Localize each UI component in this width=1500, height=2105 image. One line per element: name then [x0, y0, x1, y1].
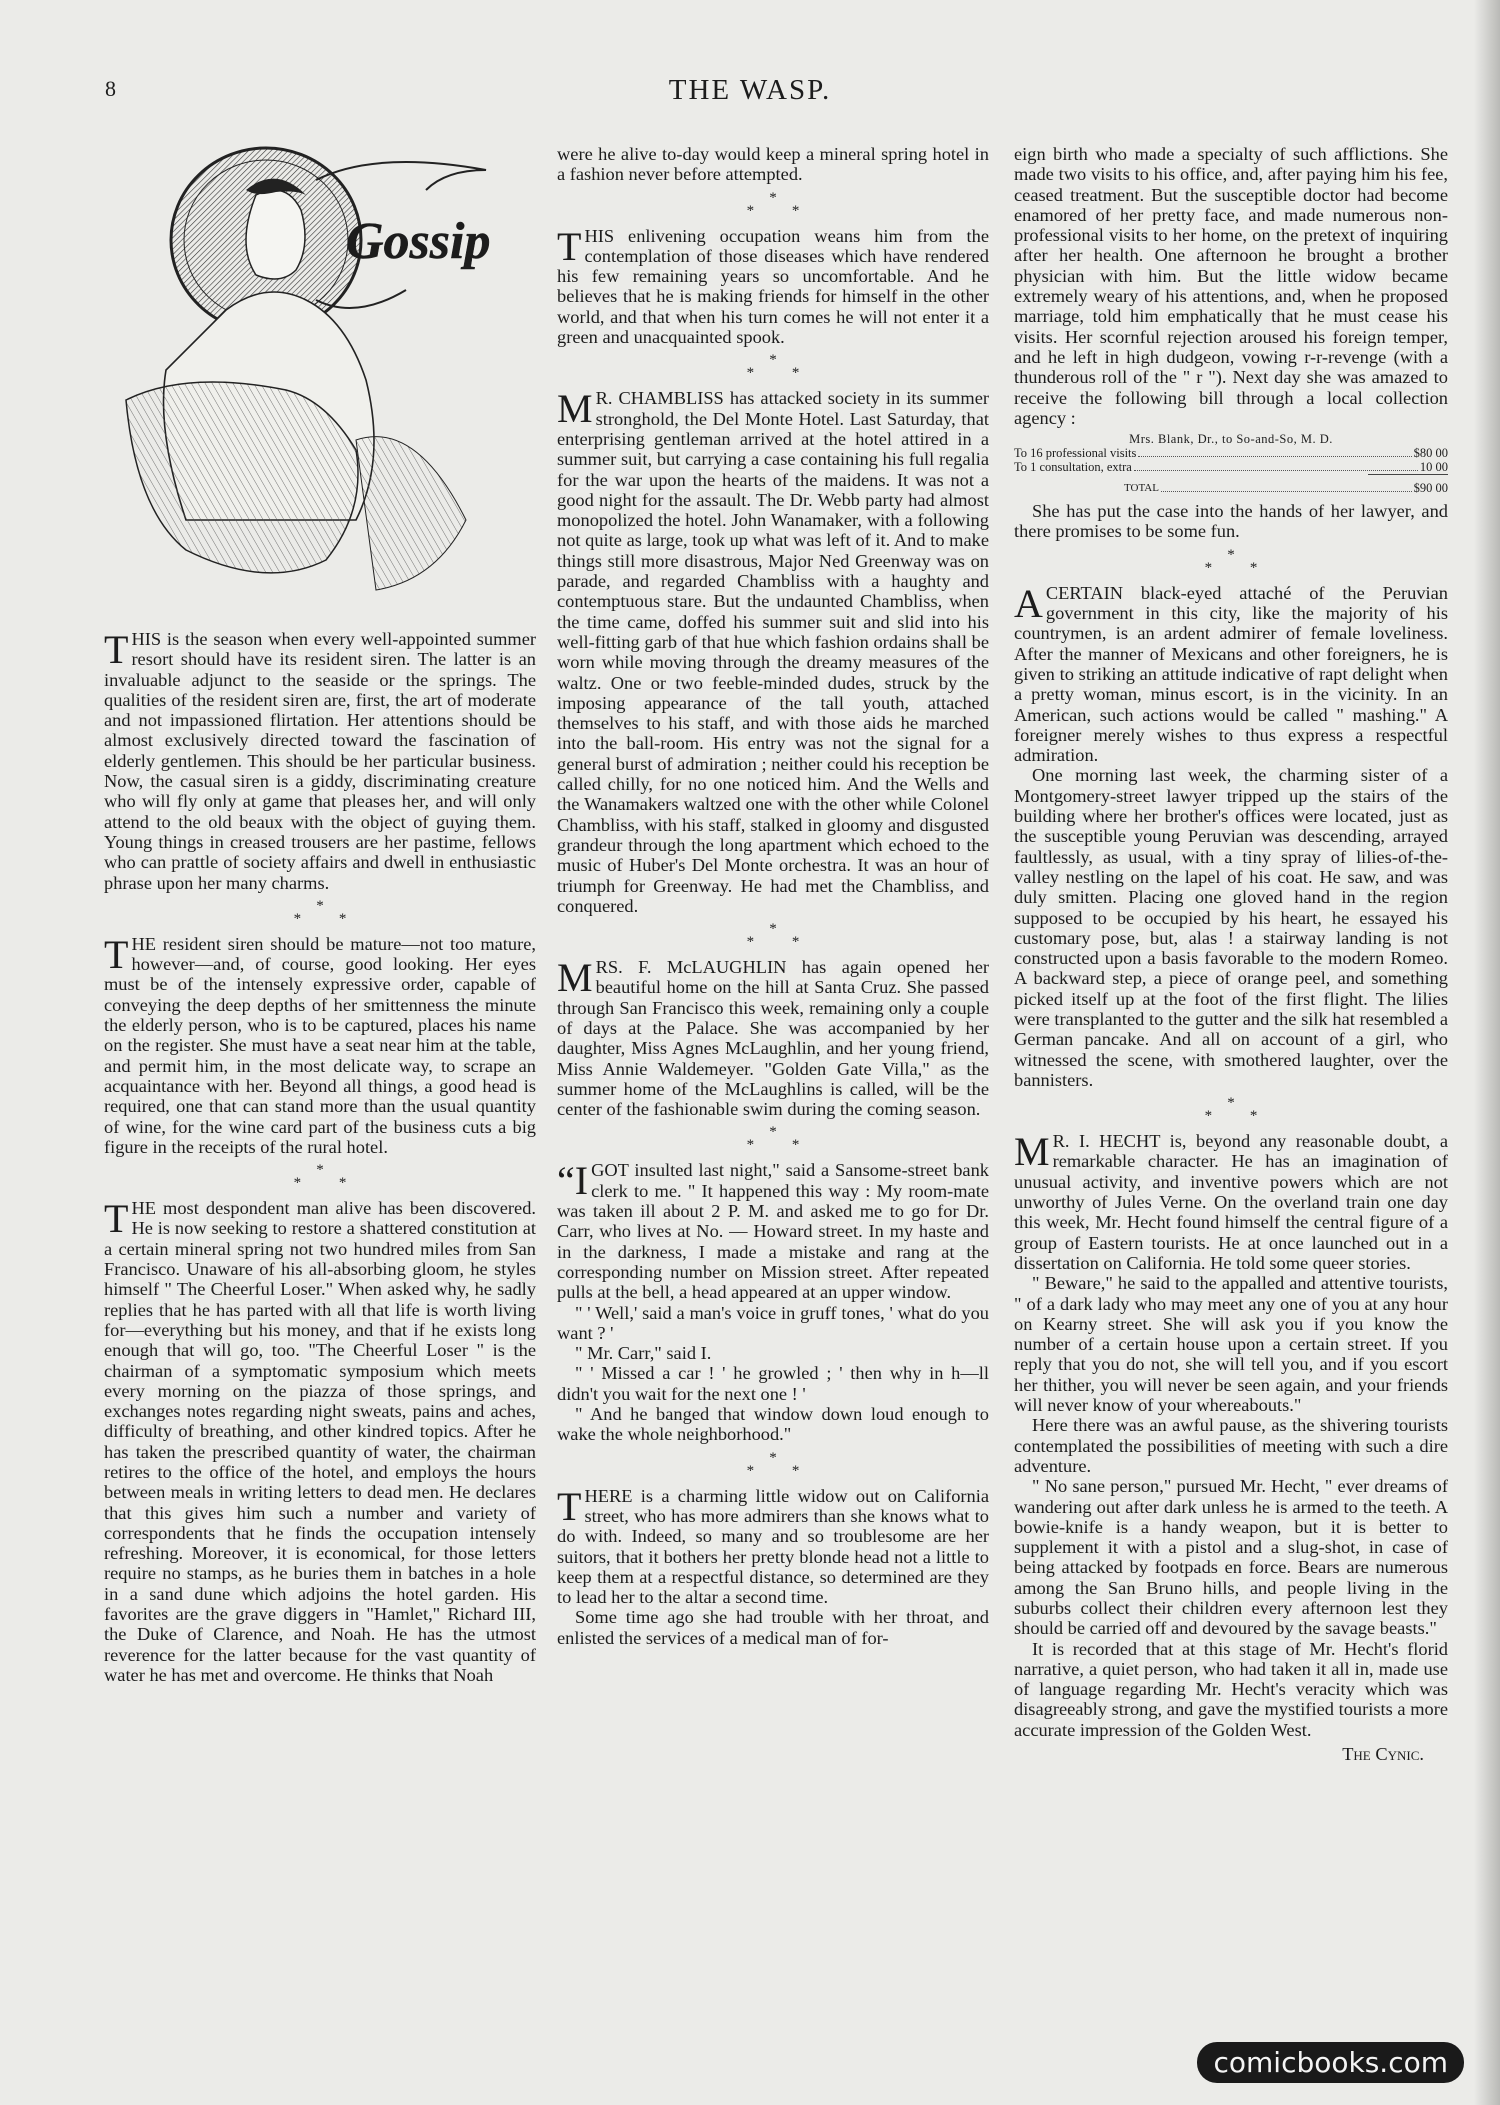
- bill-row: [1014, 460, 1448, 474]
- paragraph-text: It is recorded that at this stage of Mr. Hecht's florid narrative, a quiet person, who had taken it all in, made use of language regarding Mr. Hecht's veracity which was disagreeably strong, and gave the mystified tourists a more accurate impression of the Golden West.: [1014, 1638, 1448, 1740]
- article-paragraph: [1014, 1273, 1448, 1415]
- article-paragraph: [1014, 1476, 1448, 1638]
- bill-row-label: To 16 professional visits: [1014, 446, 1137, 461]
- drop-cap: M: [557, 386, 593, 432]
- article-paragraph: [557, 1404, 989, 1445]
- article-paragraph: [557, 1160, 989, 1302]
- article-paragraph: [557, 1303, 989, 1344]
- bill-row: [1014, 446, 1448, 460]
- bill-total-rule: [1368, 474, 1448, 475]
- article-paragraph: [104, 1198, 536, 1685]
- signature: The Cynic.: [1342, 1744, 1424, 1765]
- drop-cap: T: [104, 627, 129, 672]
- paragraph-text: One morning last week, the charming sister of a Montgomery-street lawyer tripped up the stairs of the building where her brother's offices were located, just as the susceptible young Peruvian was descending, arrayed faultlessly, as usual, with a tiny spray of lilies-of-the-valley nestling on the lapel of his coat. He saw, and was duly smitten. Placing one gloved hand in the region supposed to be occupied by his heart, he essayed his customary pose, but, alas ! a stairway landing is not constructed upon a basis favorable to the modern Romeo. A backward step, a piece of orange peel, and something picked itself up at the foot of the first flight. The lilies were transplanted to the gutter and the silk hat resembled a German pancake. And all on account of a girl, who witnessed the scene, with smothered laughter, over the bannisters.: [1014, 765, 1448, 1090]
- article-paragraph: [104, 629, 536, 893]
- section-divider-asterisks: * * *: [293, 897, 347, 927]
- paragraph-text: GOT insulted last night," said a Sansome-street bank clerk to me. " It happened this way : My room-mate was taken ill about 2 P. M. and asked me to go for Dr. Carr, who lives at No. — Howard street. In my haste and in the darkness, I made a mistake and rang at the corresponding number on Mission street. After repeated pulls at the bell, a head appeared at an upper window.: [557, 1160, 989, 1303]
- drop-cap: A: [1014, 580, 1043, 626]
- bill-row-label: To 1 consultation, extra: [1014, 460, 1132, 475]
- paragraph-text: " ' Missed a car ! ' he growled ; ' then why in h—ll didn't you wait for the next one ! ': [557, 1363, 989, 1404]
- paragraph-text: " No sane person," pursued Mr. Hecht, " ever dreams of wandering out after dark unless he is armed to the teeth. A bowie-knife is a handy weapon, but it is better to supplement it with a pistol and a slug-shot, in case of being attacked by footpads en force. Bears are numerous among the San Bruno hills, and people living in the suburbs collect their children every afternoon lest they should be carried off and devoured by the savage beasts.": [1014, 1476, 1448, 1639]
- paragraph-text: CERTAIN black-eyed attaché of the Peruvian government in this city, like the majority of his countrymen, is an ardent admirer of female loveliness. After the manner of Mexicans and other foreigners, he is given to striking an attitude indicative of rapt delight when a pretty woman, minus escort, is in the vicinity. In an American, such actions would be called " mashing." A foreigner merely wishes to thus express a respectful admiration.: [1014, 582, 1448, 766]
- bill-row-leader: [1138, 446, 1411, 457]
- section-divider-asterisks: * * *: [293, 1162, 347, 1192]
- paragraph-text: Some time ago she had trouble with her throat, and enlisted the services of a medical man of for-: [557, 1607, 989, 1648]
- paragraph-text: She has put the case into the hands of her lawyer, and there promises to be some fun.: [1014, 501, 1448, 542]
- article-paragraph: [1014, 501, 1448, 542]
- bill-total-row: [1014, 481, 1448, 495]
- page-number: 8: [105, 76, 116, 101]
- drop-cap: T: [104, 931, 129, 977]
- bill-row-amount: 10 00: [1419, 460, 1448, 475]
- section-divider-asterisks: * * *: [1204, 546, 1258, 576]
- paragraph-text: HE resident siren should be mature—not too mature, however—and, of course, good looking. Her eyes must be of the intensely expressive order, capable of conveying the deep depths of her smittenness the minute the elderly person, who is to be captured, places his name on the register. She must have a seat near him at the table, and permit him, in the most delicate way, to scrape an acquaintance with her. Beyond all things, a good head is required, one that can stand more than the usual quantity of wine, for the wine card part of the business cuts a big figure in the receipts of the rural hotel.: [104, 933, 536, 1157]
- column-3: [1014, 144, 1448, 1764]
- paragraph-text: HIS enlivening occupation weans him from the contemplation of those diseases which have rendered his few remaining years so uncomfortable. And he believes that he is making friends for himself in the other world, and that when his turn comes he will not enter it a green and unacquainted spook.: [557, 225, 989, 348]
- bill-total-amount: $90 00: [1413, 481, 1448, 496]
- paragraph-text: " ' Well,' said a man's voice in gruff tones, ' what do you want ? ': [557, 1302, 989, 1343]
- bill-row-leader: [1134, 460, 1418, 471]
- section-divider-asterisks: * * *: [1204, 1095, 1258, 1125]
- paragraph-text: HE most despondent man alive has been discovered. He is now seeking to restore a shattered constitution at a certain mineral spring not two hundred miles from San Francisco. Unaware of his all-absorbing gloom, he styles himself " The Cheerful Loser." When asked why, he sadly replies that he has parted with all that life is worth living for—everything but his money, and that if he exists long enough that will go, too. "The Cheerful Loser " is the chairman of a symptomatic symposium which meets every morning on the piazza of those springs, and exchanges notes regarding night sweats, pains and aches, difficulty of breathing, and other kindred topics. After he has taken the prescribed quantity of water, the chairman retires to the office of the hotel, and employs the hours between meals in writing letters to dead men. He declares that this gives him such a number and variety of correspondents that he finds the occupation intensely refreshing. Moreover, it is economical, for those letters require no stamps, as he buries them in batches in a hole in a sand dune which adjoins the hotel garden. His favorites are the grave diggers in "Hamlet," Richard III, the Duke of Clarence, and Noah. He has the utmost reverence for the latter because for the vast quantity of water he has met and overcome. He thinks that Noah: [104, 1198, 536, 1685]
- section-divider-asterisks: * * *: [746, 1124, 800, 1154]
- paragraph-text: HIS is the season when every well-appointed summer resort should have its resident siren. The latter is an invaluable adjunct to the seaside or the springs. The qualities of the resident siren are, first, the art of moderate and not impassioned flirtation. Her attentions should be almost exclusively directed toward the fascination of elderly gentlemen. This should be her particular business. Now, the casual siren is a giddy, discriminating creature who will fly only at game that pleases her, and will only attend to the old beaux with the object of guying them. Young things in creased trousers are her pastime, fellows who can prattle of society affairs and dwell in enthusiastic phrase upon her many charms.: [104, 629, 536, 893]
- article-paragraph: [1014, 1131, 1448, 1273]
- article-paragraph: [1014, 765, 1448, 1090]
- paragraph-text: R. CHAMBLISS has attacked society in its summer stronghold, the Del Monte Hotel. Last Saturday, that enterprising gentleman arrived at the hotel attired in a summer suit, but carrying a case containing his full regalia for the war upon the hearts of the maidens. It was not a good night for the assault. The Dr. Webb party had almost monopolized the hotel. John Wanamaker, with a following not quite as large, took up what was left of it. And to make things still more disastrous, Major Ned Greenway was on parade, and regarded Chambliss with a haughty and contemptuous stare. But the undaunted Chambliss, when the time came, doffed his summer suit and slid into his well-fitting garb of that hue which fashion ordains shall be worn while moving through the dreamy measures of the waltz. One or two feeble-minded dudes, struck by the imposing appearance of the tall youth, attached themselves to his staff, and with those aids he marched into the ball-room. His entry was not the signal for a general burst of admiration ; neither could his reception be called chilly, for no one noticed him. And the Wells and the Wanamakers waltzed one with the other while Colonel Chambliss, with his staff, stalked in gloomy and disgusted grandeur through the long apartment which echoed to the music of Huber's Del Monte orchestra. It was an hour of triumph for Greenway. He had met the Chambliss, and conquered.: [557, 388, 989, 916]
- paragraph-text: were he alive to-day would keep a mineral spring hotel in a fashion never before attempted.: [557, 144, 989, 185]
- article-paragraph: [557, 1343, 989, 1363]
- masthead-title: THE WASP.: [668, 74, 832, 106]
- drop-cap: T: [557, 223, 582, 269]
- paragraph-text: " And he banged that window down loud enough to wake the whole neighborhood.": [557, 1404, 989, 1445]
- article-paragraph: [557, 1607, 989, 1648]
- drop-cap: “I: [557, 1158, 589, 1204]
- section-divider-asterisks: * * *: [746, 1449, 800, 1479]
- paragraph-text: R. I. HECHT is, beyond any reasonable doubt, a remarkable character. He has an imagination of unusual activity, and inventive powers which are not unworthy of Jules Verne. On the overland train one day this week, Mr. Hecht found himself the central figure of a group of Eastern tourists. He at once launched out in a dissertation on California. He told some queer stories.: [1014, 1131, 1448, 1273]
- article-paragraph: [1014, 144, 1448, 428]
- article-paragraph: [557, 388, 989, 916]
- drop-cap: T: [557, 1483, 582, 1529]
- article-paragraph: [557, 1363, 989, 1404]
- drop-cap: M: [557, 955, 593, 1001]
- page-gutter-shadow: [1474, 0, 1500, 2105]
- drop-cap: M: [1014, 1129, 1050, 1175]
- article-paragraph: [1014, 1415, 1448, 1476]
- section-divider-asterisks: * * *: [746, 189, 800, 219]
- column-2: [557, 144, 989, 1648]
- paragraph-text: Here there was an awful pause, as the shivering tourists contemplated the possibilities of meeting with such a dire adventure.: [1014, 1415, 1448, 1476]
- paragraph-text: " Beware," he said to the appalled and attentive tourists, " of a dark lady who may meet any one of you at any hour on Kearny street. She will ask you if you know the number of a certain house upon a certain street. If you reply that you do not, she will tell you, and if you escort her thither, you will never be seen again, and your friends will never know of your whereabouts.": [1014, 1273, 1448, 1416]
- bill-row-amount: $80 00: [1413, 446, 1448, 461]
- gossip-illustration: [106, 140, 516, 620]
- article-paragraph: [1014, 580, 1448, 766]
- column-1: [104, 629, 536, 1685]
- article-paragraph: [557, 223, 989, 348]
- article-paragraph: [104, 931, 536, 1157]
- bill-total-leader: [1161, 481, 1412, 492]
- article-paragraph: [1014, 1639, 1448, 1740]
- article-paragraph: [557, 1483, 989, 1608]
- collection-bill: [1014, 432, 1448, 495]
- paragraph-text: HERE is a charming little widow out on California street, who has more admirers than she knows what to do with. Indeed, so many and so troublesome are her suitors, that it bothers her pretty blonde head not a little to keep them at a respectful distance, so determined are they to lead her to the altar a second time.: [557, 1485, 989, 1608]
- article-paragraph: [557, 144, 989, 185]
- illustration-title: Gossip: [346, 213, 491, 270]
- bill-heading: Mrs. Blank, Dr., to So-and-So, M. D.: [1129, 432, 1333, 447]
- paragraph-text: " Mr. Carr," said I.: [575, 1343, 712, 1364]
- paragraph-text: eign birth who made a specialty of such afflictions. She made two visits to his office, and, after paying him his fee, ceased treatment. But the susceptible doctor had become enamored of her pretty face, and made numerous non-professional visits to her home, on the pretext of inquiring after her health. One afternoon he brought a brother physician with him. But the little widow became extremely weary of his attentions, and, when he proposed marriage, told him emphatically that he must cease his visits. Her scornful rejection aroused his foreign temper, and he left in high dudgeon, vowing r-r-revenge (with a thunderous roll of the " r "). Next day she was amazed to receive the following bill through a local collection agency :: [1014, 144, 1448, 428]
- article-paragraph: [557, 957, 989, 1119]
- section-divider-asterisks: * * *: [746, 352, 800, 382]
- watermark-badge: comicbooks.com: [1197, 2042, 1464, 2083]
- section-divider-asterisks: * * *: [746, 921, 800, 951]
- drop-cap: T: [104, 1196, 129, 1242]
- bill-total-label: TOTAL: [1124, 482, 1159, 495]
- paragraph-text: RS. F. McLAUGHLIN has again opened her beautiful home on the hill at Santa Cruz. She passed through San Francisco this week, remaining only a couple of days at the Palace. She was accompanied by her daughter, Miss Agnes McLaughlin, and her young friend, Miss Annie Waldemeyer. "Golden Gate Villa," as the summer home of the McLaughlins is called, will be the center of the fashionable swim during the coming season.: [557, 957, 989, 1120]
